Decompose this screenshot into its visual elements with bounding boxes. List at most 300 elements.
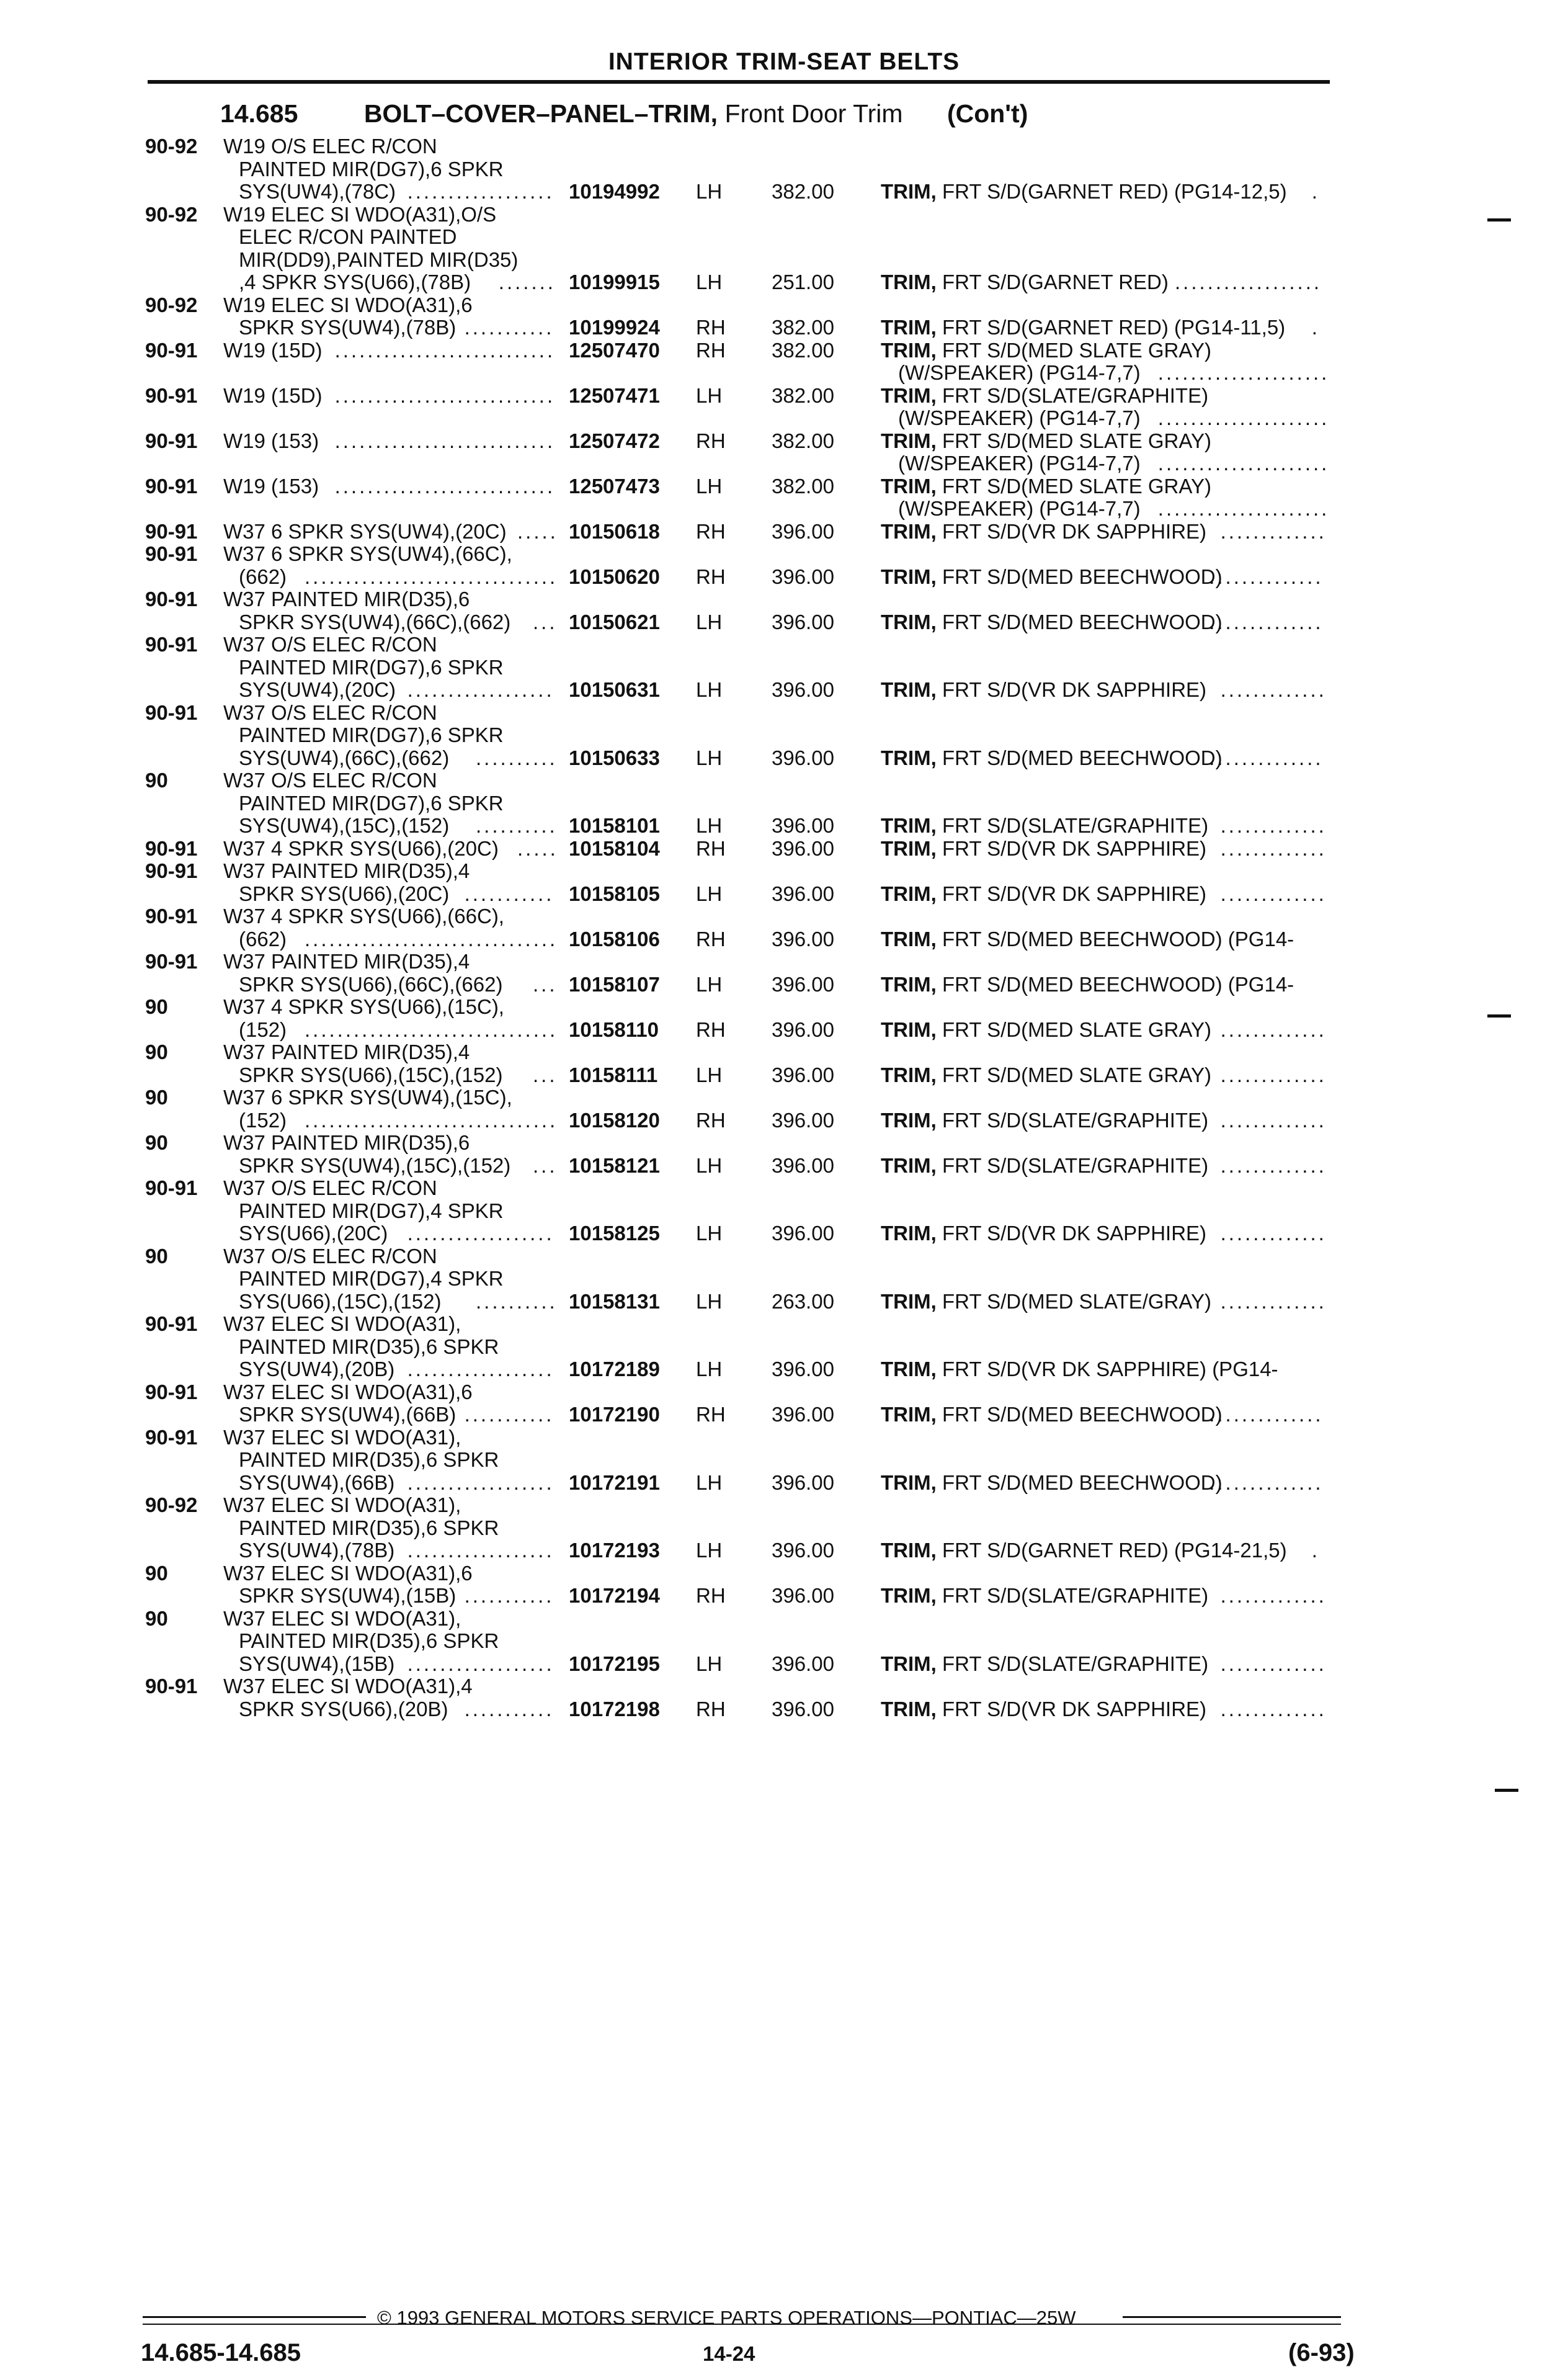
entry-line (0, 1562, 1568, 1585)
entry-line (0, 860, 1568, 883)
part-description: W37 O/S ELEC R/CON (223, 1176, 437, 1199)
trim-prefix: TRIM, (881, 180, 937, 203)
part-entry (0, 1562, 1568, 1608)
part-description: W37 PAINTED MIR(D35),4 (223, 1040, 470, 1063)
part-price: 396.00 (772, 1403, 834, 1426)
dot-leader: ............. (1220, 1584, 1327, 1607)
entry-line (0, 1449, 1568, 1472)
part-description: W37 4 SPKR SYS(U66),(20C) (223, 836, 499, 860)
part-description: SPKR SYS(UW4),(66B) (239, 1403, 457, 1426)
trim-prefix: TRIM, (881, 746, 937, 769)
part-description: SYS(U66),(15C),(152) (239, 1289, 442, 1313)
dot-leader: .................. (407, 180, 555, 203)
trim-text: FRT S/D(GARNET RED) (PG14-11,5) (942, 316, 1286, 339)
dot-leader: .................. (407, 1470, 555, 1494)
model-year: 90-91 (145, 542, 198, 565)
trim-text: FRT S/D(SLATE/GRAPHITE) (942, 1108, 1209, 1132)
trim-description (881, 1539, 1287, 1562)
trim-prefix: TRIM, (881, 836, 937, 860)
trim-text: FRT S/D(SLATE/GRAPHITE) (942, 383, 1209, 407)
trim-text: FRT S/D(SLATE/GRAPHITE) (942, 1652, 1209, 1675)
part-entry (0, 1041, 1568, 1086)
model-year: 90-91 (145, 338, 198, 362)
part-description: SYS(UW4),(15C),(152) (239, 814, 450, 837)
part-number: 10150631 (569, 678, 660, 701)
dot-leader: ... (533, 972, 558, 996)
section-subtitle: Front Door Trim (724, 99, 903, 128)
entry-line (0, 747, 1568, 770)
entry-line (0, 905, 1568, 928)
part-description: SPKR SYS(U66),(20C) (239, 882, 450, 905)
trim-description (881, 385, 1208, 408)
part-number: 12507470 (569, 338, 660, 362)
parts-list (0, 135, 1568, 1720)
trim-description (881, 1222, 1206, 1245)
part-entry (0, 1608, 1568, 1676)
part-number: 10158120 (569, 1108, 660, 1132)
trim-prefix: TRIM, (881, 271, 937, 293)
part-price: 396.00 (772, 836, 834, 860)
entry-line (0, 1336, 1568, 1359)
margin-mark (1487, 1014, 1511, 1018)
trim-description (898, 362, 1141, 385)
part-number: 10199915 (569, 271, 660, 293)
part-side: LH (696, 814, 723, 837)
entry-line (0, 475, 1568, 498)
entry-line (0, 996, 1568, 1019)
dot-leader: ........... (464, 1584, 555, 1607)
part-side: RH (696, 1108, 726, 1132)
trim-description (881, 1472, 1223, 1495)
dot-leader: ... (533, 610, 558, 633)
part-description: PAINTED MIR(DG7),4 SPKR (239, 1199, 504, 1222)
part-side: LH (696, 678, 723, 701)
part-description: SYS(UW4),(66C),(662) (239, 746, 450, 769)
model-year: 90-92 (145, 293, 198, 316)
dot-leader: ..................... (1157, 452, 1330, 475)
trim-description (881, 973, 1294, 996)
entry-line (0, 792, 1568, 815)
dot-leader: .......... (476, 746, 558, 769)
part-description: W37 6 SPKR SYS(UW4),(66C), (223, 542, 512, 565)
part-side: LH (696, 1358, 723, 1380)
part-description: W37 4 SPKR SYS(U66),(66C), (223, 905, 504, 928)
entry-line (0, 521, 1568, 544)
part-price: 396.00 (772, 1153, 834, 1177)
part-entry (0, 204, 1568, 294)
part-description: W37 ELEC SI WDO(A31),4 (223, 1675, 473, 1698)
trim-description (881, 1358, 1278, 1381)
entry-line (0, 1041, 1568, 1064)
part-description: W19 ELEC SI WDO(A31),6 (223, 293, 473, 316)
model-year: 90-92 (145, 135, 198, 158)
part-description: (152) (239, 1018, 287, 1041)
part-price: 396.00 (772, 1063, 834, 1086)
trim-description (881, 1585, 1208, 1608)
trim-prefix: TRIM, (881, 882, 937, 905)
trim-prefix: TRIM, (881, 1539, 937, 1562)
trim-description (881, 1109, 1208, 1132)
trim-description (881, 928, 1294, 951)
part-entry (0, 951, 1568, 996)
part-description: W37 4 SPKR SYS(U66),(15C), (223, 995, 504, 1018)
part-entry (0, 135, 1568, 204)
part-entry (0, 521, 1568, 544)
trim-text: FRT S/D(SLATE/GRAPHITE) (942, 1153, 1209, 1177)
dot-leader: ... (533, 1063, 558, 1086)
dot-leader: ............. (1220, 1063, 1327, 1086)
part-price: 396.00 (772, 882, 834, 905)
trim-prefix: TRIM, (881, 1584, 937, 1607)
entry-line (0, 1472, 1568, 1495)
part-description: W37 ELEC SI WDO(A31), (223, 1606, 461, 1630)
trim-text: FRT S/D(MED SLATE/GRAY) (942, 1289, 1211, 1313)
part-number: 10158125 (569, 1222, 660, 1245)
trim-text: FRT S/D(MED BEECHWOOD) (942, 565, 1223, 588)
part-entry (0, 702, 1568, 770)
section-number: 14.685 (220, 99, 298, 128)
entry-line (0, 452, 1568, 475)
trim-description (881, 1019, 1211, 1042)
part-side: RH (696, 1018, 726, 1041)
entry-line (0, 1381, 1568, 1404)
trim-prefix: TRIM, (881, 316, 937, 339)
part-number: 10158101 (569, 814, 660, 837)
part-entry (0, 1381, 1568, 1426)
model-year: 90-91 (145, 1176, 198, 1199)
part-description: W37 ELEC SI WDO(A31), (223, 1493, 461, 1516)
entry-line (0, 204, 1568, 226)
part-entry (0, 905, 1568, 951)
entry-line (0, 1132, 1568, 1155)
entry-line (0, 588, 1568, 611)
part-description: W37 PAINTED MIR(D35),6 (223, 1131, 470, 1154)
part-description: SYS(UW4),(78C) (239, 180, 396, 203)
dot-leader: . (1311, 316, 1320, 339)
part-description: W19 O/S ELEC R/CON (223, 135, 437, 158)
trim-description (898, 407, 1141, 430)
model-year: 90-91 (145, 588, 198, 611)
part-description: ELEC R/CON PAINTED (239, 225, 457, 248)
trim-description (881, 1653, 1208, 1676)
part-description: SYS(UW4),(20C) (239, 678, 396, 701)
entry-line (0, 407, 1568, 430)
part-number: 10150618 (569, 519, 660, 543)
dot-leader: ..................... (1157, 361, 1330, 384)
trim-text: FRT S/D(MED SLATE GRAY) (942, 338, 1211, 362)
trim-text: FRT S/D(VR DK SAPPHIRE) (942, 882, 1207, 905)
part-side: LH (696, 1289, 723, 1313)
part-description: (662) (239, 927, 287, 951)
part-side: LH (696, 180, 723, 203)
entry-line (0, 1109, 1568, 1132)
part-description: W19 (153) (223, 474, 319, 498)
trim-text: FRT S/D(SLATE/GRAPHITE) (942, 1584, 1209, 1607)
part-description: PAINTED MIR(D35),6 SPKR (239, 1629, 499, 1652)
model-year: 90-91 (145, 633, 198, 656)
trim-prefix: TRIM, (881, 1222, 937, 1245)
part-entry (0, 339, 1568, 385)
entry-line (0, 1268, 1568, 1291)
part-entry (0, 430, 1568, 475)
part-number: 10199924 (569, 316, 660, 339)
dot-leader: .............. (1209, 565, 1324, 588)
part-description: (152) (239, 1108, 287, 1132)
trim-description (881, 1155, 1208, 1178)
entry-line (0, 1245, 1568, 1268)
entry-line (0, 1608, 1568, 1631)
part-side: RH (696, 1584, 726, 1607)
part-number: 10150620 (569, 565, 660, 588)
model-year: 90 (145, 995, 168, 1018)
trim-description (881, 1291, 1211, 1313)
part-description: W19 ELEC SI WDO(A31),O/S (223, 202, 497, 226)
part-number: 12507473 (569, 474, 660, 498)
entry-line (0, 928, 1568, 951)
entry-line (0, 271, 1568, 294)
entry-line (0, 1403, 1568, 1426)
trim-text: FRT S/D(MED BEECHWOOD) (PG14- (942, 927, 1294, 951)
part-side: LH (696, 1063, 723, 1086)
part-description: W37 ELEC SI WDO(A31),6 (223, 1561, 473, 1585)
entry-line (0, 815, 1568, 838)
dot-leader: ..................... (1157, 497, 1330, 520)
dot-leader: . (1311, 1539, 1320, 1562)
trim-description (881, 339, 1211, 362)
trim-prefix: TRIM, (881, 338, 937, 362)
trim-text: FRT S/D(MED BEECHWOOD) (942, 1470, 1223, 1494)
part-price: 382.00 (772, 316, 834, 339)
part-description: PAINTED MIR(D35),6 SPKR (239, 1516, 499, 1539)
trim-text: FRT S/D(GARNET RED) (942, 271, 1169, 293)
footer-page-number: 14-24 (703, 2342, 755, 2365)
model-year: 90-91 (145, 859, 198, 882)
model-year: 90 (145, 1086, 168, 1109)
part-description: SPKR SYS(U66),(66C),(662) (239, 972, 503, 996)
trim-prefix: TRIM, (881, 429, 937, 452)
entry-line (0, 385, 1568, 408)
trim-prefix: TRIM, (881, 1652, 937, 1675)
part-price: 396.00 (772, 1539, 834, 1562)
part-description: SYS(UW4),(66B) (239, 1470, 395, 1494)
part-side: LH (696, 746, 723, 769)
entry-line (0, 1630, 1568, 1653)
part-side: RH (696, 519, 726, 543)
footer-rule-right (1123, 2316, 1341, 2318)
part-description: SPKR SYS(UW4),(66C),(662) (239, 610, 511, 633)
entry-line (0, 498, 1568, 521)
part-number: 10172190 (569, 1403, 660, 1426)
trim-prefix: TRIM, (881, 1697, 937, 1720)
trim-description (881, 1698, 1206, 1721)
entry-line (0, 316, 1568, 339)
part-side: LH (696, 972, 723, 996)
trim-text: FRT S/D(SLATE/GRAPHITE) (942, 814, 1209, 837)
trim-description (881, 1064, 1211, 1087)
trim-prefix: TRIM, (881, 519, 937, 543)
trim-text: FRT S/D(GARNET RED) (PG14-21,5) (942, 1539, 1287, 1562)
footer-rule-left (143, 2316, 366, 2318)
part-price: 396.00 (772, 972, 834, 996)
model-year: 90-91 (145, 1312, 198, 1335)
dot-leader: ............. (1220, 1289, 1327, 1313)
part-price: 263.00 (772, 1289, 834, 1313)
part-number: 10158110 (569, 1018, 659, 1041)
trim-description (881, 430, 1211, 453)
part-entry (0, 543, 1568, 588)
part-side: LH (696, 1539, 723, 1562)
trim-prefix: TRIM, (881, 972, 937, 996)
part-description: W37 ELEC SI WDO(A31), (223, 1312, 461, 1335)
entry-line (0, 1019, 1568, 1042)
trim-text: FRT S/D(VR DK SAPPHIRE) (942, 1222, 1207, 1245)
trim-description (881, 679, 1206, 702)
entry-line (0, 1517, 1568, 1540)
model-year: 90-91 (145, 1425, 198, 1449)
entry-line (0, 1222, 1568, 1245)
part-number: 10172189 (569, 1358, 660, 1380)
model-year: 90-91 (145, 474, 198, 498)
trim-prefix: TRIM, (881, 1063, 937, 1086)
trim-prefix: TRIM, (881, 474, 937, 498)
dot-leader: ............. (1220, 1222, 1327, 1245)
part-entry (0, 588, 1568, 633)
entry-line (0, 362, 1568, 385)
part-entry (0, 294, 1568, 339)
trim-prefix: TRIM, (881, 1289, 937, 1313)
model-year: 90-91 (145, 700, 198, 724)
trim-prefix: TRIM, (881, 1470, 937, 1494)
trim-text: (W/SPEAKER) (PG14-7,7) (898, 452, 1141, 475)
entry-line (0, 951, 1568, 973)
dot-leader: ............. (1220, 836, 1327, 860)
part-description: SPKR SYS(U66),(15C),(152) (239, 1063, 503, 1086)
part-side: RH (696, 927, 726, 951)
trim-prefix: TRIM, (881, 678, 937, 701)
part-price: 396.00 (772, 1584, 834, 1607)
dot-leader: ........... (464, 1403, 555, 1426)
trim-text: FRT S/D(MED BEECHWOOD) (942, 610, 1223, 633)
part-side: RH (696, 1697, 726, 1720)
dot-leader: .............. (1209, 1403, 1324, 1426)
dot-leader: ............. (1220, 1697, 1327, 1720)
part-entry (0, 1245, 1568, 1313)
part-number: 10194992 (569, 180, 660, 203)
page-header-title: INTERIOR TRIM-SEAT BELTS (608, 48, 960, 75)
entry-line (0, 135, 1568, 158)
dot-leader: ........................... (334, 383, 556, 407)
part-price: 396.00 (772, 1108, 834, 1132)
part-price: 251.00 (772, 271, 834, 293)
trim-text: FRT S/D(MED SLATE GRAY) (942, 474, 1211, 498)
model-year: 90-91 (145, 836, 198, 860)
dot-leader: ........................... (334, 338, 556, 362)
part-side: RH (696, 565, 726, 588)
part-description: W37 6 SPKR SYS(UW4),(20C) (223, 519, 507, 543)
dot-leader: ............. (1220, 1018, 1327, 1041)
part-description: SPKR SYS(UW4),(15C),(152) (239, 1153, 511, 1177)
dot-leader: ............. (1220, 1652, 1327, 1675)
trim-text: FRT S/D(VR DK SAPPHIRE) (942, 836, 1207, 860)
trim-text: FRT S/D(VR DK SAPPHIRE) (942, 519, 1207, 543)
section-heading (220, 99, 1028, 128)
trim-description (881, 316, 1285, 339)
dot-leader: ............. (1220, 1108, 1327, 1132)
part-price: 396.00 (772, 1652, 834, 1675)
entry-line (0, 1585, 1568, 1608)
part-description: W37 O/S ELEC R/CON (223, 1244, 437, 1268)
footer-section-range: 14.685-14.685 (141, 2339, 301, 2366)
dot-leader: ....... (498, 271, 556, 293)
part-number: 10172194 (569, 1584, 660, 1607)
dot-leader: ........................... (334, 474, 556, 498)
trim-prefix: TRIM, (881, 1108, 937, 1132)
part-number: 10150633 (569, 746, 660, 769)
model-year: 90-91 (145, 1675, 198, 1698)
dot-leader: ... (533, 1153, 558, 1177)
model-year: 90-91 (145, 383, 198, 407)
part-side: RH (696, 316, 726, 339)
entry-line (0, 656, 1568, 679)
part-description: PAINTED MIR(DG7),6 SPKR (239, 791, 504, 815)
part-side: RH (696, 836, 726, 860)
footer-copyright: © 1993 GENERAL MOTORS SERVICE PARTS OPERATIONS—PONTIAC—25W (377, 2307, 1076, 2329)
dot-leader: .................. (407, 1652, 555, 1675)
part-price: 396.00 (772, 610, 834, 633)
model-year: 90-91 (145, 1380, 198, 1403)
part-description: (662) (239, 565, 287, 588)
entry-line (0, 1177, 1568, 1200)
dot-leader: .................. (407, 1539, 555, 1562)
entry-line (0, 724, 1568, 747)
trim-text: FRT S/D(MED BEECHWOOD) (942, 746, 1223, 769)
dot-leader: ........... (464, 316, 555, 339)
part-entry (0, 1086, 1568, 1132)
part-price: 396.00 (772, 814, 834, 837)
trim-prefix: TRIM, (881, 1358, 937, 1380)
part-price: 396.00 (772, 1470, 834, 1494)
part-price: 382.00 (772, 474, 834, 498)
entry-line (0, 973, 1568, 996)
model-year: 90 (145, 1606, 168, 1630)
entry-line (0, 339, 1568, 362)
trim-description (881, 883, 1206, 906)
part-price: 396.00 (772, 519, 834, 543)
part-price: 396.00 (772, 1018, 834, 1041)
entry-line (0, 611, 1568, 634)
model-year: 90-91 (145, 429, 198, 452)
entry-line (0, 226, 1568, 249)
model-year: 90-92 (145, 202, 198, 226)
trim-description (898, 452, 1141, 475)
entry-line (0, 1086, 1568, 1109)
part-entry (0, 860, 1568, 905)
part-description: W37 O/S ELEC R/CON (223, 633, 437, 656)
margin-mark (1495, 1789, 1518, 1792)
entry-line (0, 633, 1568, 656)
part-description: W37 O/S ELEC R/CON (223, 700, 437, 724)
entry-line (0, 1064, 1568, 1087)
trim-text: FRT S/D(MED SLATE GRAY) (942, 1018, 1211, 1041)
part-side: LH (696, 271, 723, 293)
trim-description (881, 271, 1169, 294)
trim-description (881, 181, 1287, 204)
entry-line (0, 679, 1568, 702)
dot-leader: ............. (1220, 814, 1327, 837)
part-price: 396.00 (772, 678, 834, 701)
dot-leader: ..... (517, 519, 558, 543)
dot-leader: . (1311, 180, 1320, 203)
